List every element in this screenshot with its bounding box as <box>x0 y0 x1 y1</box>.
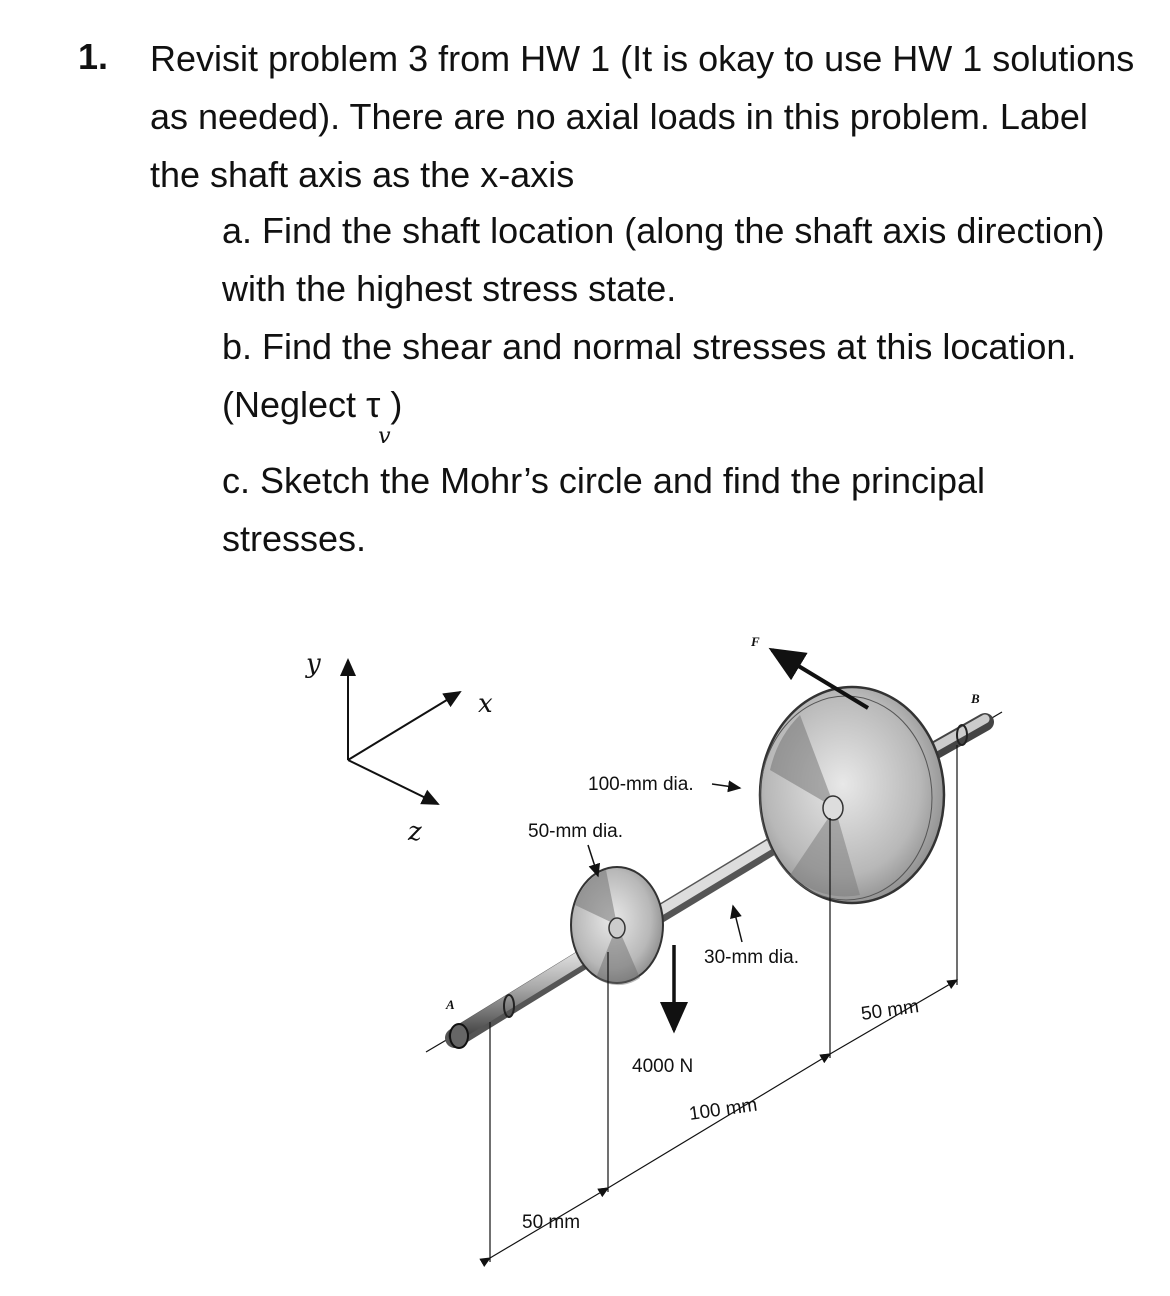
coordinate-axes <box>305 649 493 847</box>
dim-50-left-label: 50 mm <box>522 1212 581 1233</box>
y-axis-label: y <box>306 649 321 679</box>
part-b-close: ) <box>390 384 403 425</box>
problem-stem: Revisit problem 3 from HW 1 (It is okay to use HW 1 solutions as needed). There are no axial loads in this problem. Label the shaft axis as the x-axis <box>150 38 1135 195</box>
problem-number: 1. <box>78 36 109 77</box>
small-pulley <box>571 867 663 985</box>
tau-subscript: v <box>378 424 391 449</box>
load-label: 4000 N <box>632 1056 694 1077</box>
point-f-label: F <box>751 634 760 649</box>
dia-100-label: 100-mm dia. <box>588 774 694 795</box>
dia-50-label: 50-mm dia. <box>528 821 624 842</box>
x-axis-label: x <box>478 689 493 719</box>
tau-symbol: τ v <box>366 376 380 434</box>
part-a: a. Find the shaft location (along the shaft axis direction) with the highest stress state. <box>222 210 1105 309</box>
dia-30-label: 30-mm dia. <box>704 947 800 968</box>
part-b-text: b. Find the shear and normal stresses at this location. (Neglect <box>222 326 1077 425</box>
x-axis-line <box>348 692 460 760</box>
dim-100-label: 100 mm <box>687 1094 759 1125</box>
z-axis-label: z <box>408 817 422 847</box>
point-a-label: A <box>446 997 455 1012</box>
large-pulley <box>760 687 944 903</box>
part-c: c. Sketch the Mohr’s circle and find the principal stresses. <box>222 460 986 559</box>
bearing-a <box>450 1024 468 1048</box>
z-axis-line <box>348 760 438 804</box>
dim-50-right-label: 50 mm <box>859 996 921 1025</box>
point-b-label: B <box>971 691 980 706</box>
